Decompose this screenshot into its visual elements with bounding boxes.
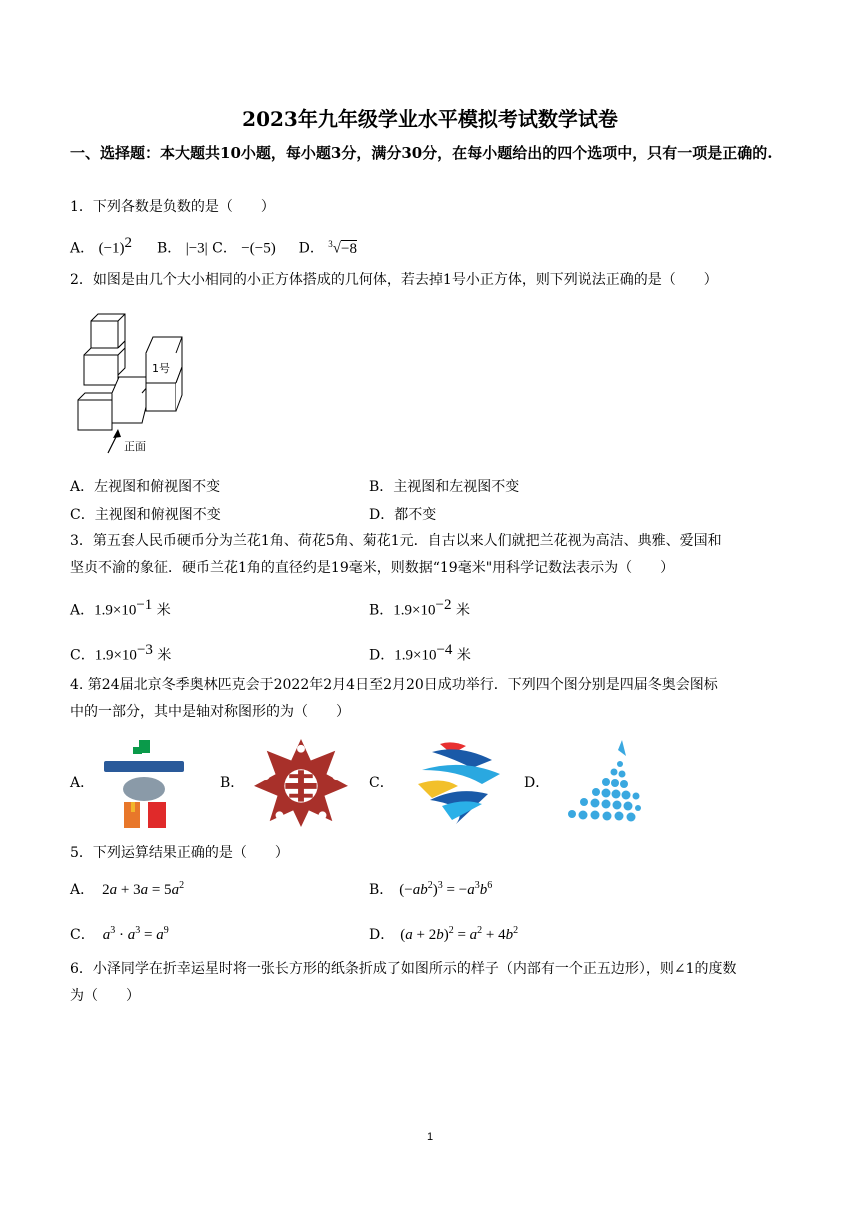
front-view-label: 正面 [124, 440, 146, 453]
q5-option-a: A． $2a + 3a = 5a^2$ [70, 880, 185, 898]
q4-label-c: C． [369, 775, 394, 791]
q1-b-expr: |−3| [185, 240, 208, 257]
q4-label-d: D． [524, 775, 550, 791]
q1-options: A． $(-1)^2$ B． |−3| C． −(−5) D． $^3$√−8 [70, 235, 357, 257]
q4-label-b: B． [220, 775, 245, 791]
section-heading: 一、选择题：本大题共10小题，每小题3分，满分30分，在每小题给出的四个选项中，只有一项是正确的. [70, 144, 773, 162]
q1-c-expr: −(−5) [241, 240, 276, 257]
q2-option-d: D．都不变 [369, 507, 437, 523]
q1-a-label: A． [70, 240, 95, 257]
beijing-logo-image [412, 740, 504, 826]
q5-option-d: D． $(a + 2b)^2 = a^2 + 4b^2$ [369, 925, 519, 943]
q6-stem-line1: 6．小泽同学在折幸运星时将一张长方形的纸条折成了如图所示的样子（内部有一个正五边形），则∠1的度数 [70, 961, 737, 977]
q1-d-label: D． [298, 240, 324, 257]
q4-stem-line1: 4. 第24届北京冬季奥林匹克会于2022年2月4日至2月20日成功举行．下列四个图分别是四届冬奥会图标 [70, 677, 718, 693]
q1-b-label: B． [156, 240, 182, 257]
q3-option-a: A．$1.9\times 10^{-1}$ 米 [70, 597, 171, 619]
q1-d-radicand: −8 [341, 240, 357, 257]
q6-stem-line2: 为（ ） [70, 988, 140, 1004]
q1-a-expr: (−1) [98, 240, 125, 257]
q1-c-label: C． [212, 240, 237, 257]
q3-option-c: C．$1.9\times 10^{-3}$ 米 [70, 642, 172, 664]
q3-stem-line1: 3．第五套人民币硬币分为兰花1角、荷花5角、菊花1元．自古以来人们就把兰花视为高洁、典雅、爱国和 [70, 533, 722, 549]
q1-stem: 1．下列各数是负数的是（ ） [70, 199, 275, 215]
page-title: 2023年九年级学业水平模拟考试数学试卷 [242, 107, 618, 131]
page-number: 1 [426, 1131, 434, 1143]
q1-a-exp: 2 [124, 235, 133, 251]
inukshuk-logo-image [104, 738, 184, 830]
q1-d-index: 3 [328, 239, 333, 249]
q2-option-b: B．主视图和左视图不变 [369, 479, 520, 495]
q5-option-c: C． $a^3 \cdot a^3 = a^9$ [70, 925, 169, 943]
q4-stem-line2: 中的一部分，其中是轴对称图形的为（ ） [70, 704, 350, 720]
q3-stem-line2: 坚贞不渝的象征．硬币兰花1角的直径约是19毫米，则数据“19毫米"用科学记数法表示为（ ） [70, 560, 675, 576]
q4-label-a: A． [70, 775, 95, 791]
q2-option-c: C．主视图和俯视图不变 [70, 507, 221, 523]
snowflake-logo-image [252, 737, 350, 829]
q2-option-a: A．左视图和俯视图不变 [70, 479, 221, 495]
q3-option-b: B．$1.9\times 10^{-2}$ 米 [369, 597, 470, 619]
q5-option-b: B． $(-ab^2)^3 = -a^3b^6$ [369, 880, 493, 898]
q3-option-d: D．$1.9\times 10^{-4}$ 米 [369, 642, 471, 664]
cube-number-label: 1号 [152, 362, 170, 375]
q5-stem: 5．下列运算结果正确的是（ ） [70, 845, 289, 861]
q2-stem: 2．如图是由几个大小相同的小正方体搭成的几何体，若去掉1号小正方体，则下列说法正确的是（ ） [70, 272, 718, 288]
cube-stack-figure [72, 305, 192, 455]
dotted-logo-image [562, 738, 644, 824]
